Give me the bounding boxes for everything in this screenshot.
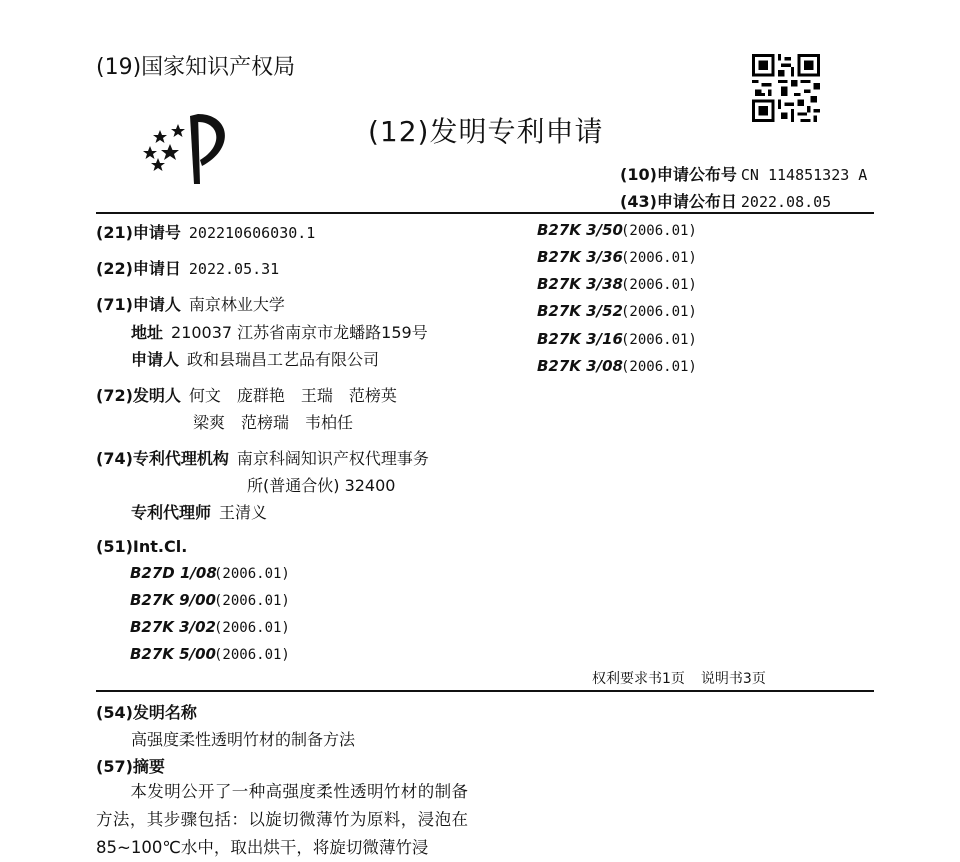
publication-date-label: (43)申请公布日: [620, 192, 737, 211]
claims-page-count: 权利要求书1页: [592, 671, 685, 687]
intcl-code: B27K 3/52: [537, 302, 623, 320]
intcl-item: [130, 618, 290, 636]
inventors-row: [96, 383, 397, 406]
intcl-version: (2006.01): [214, 620, 290, 636]
abstract-text-block: [96, 778, 468, 862]
applicant-label: (71)申请人: [96, 295, 181, 314]
agent-label: 专利代理师: [131, 503, 212, 522]
intcl-item: [537, 275, 697, 293]
application-date: 2022.05.31: [188, 260, 280, 278]
intcl-item: [537, 357, 697, 375]
address-row: [131, 320, 428, 343]
inventors-line-1: 何文 庞群艳 王瑞 范榜英: [188, 386, 397, 405]
invention-title-label-text: (54)发明名称: [96, 703, 197, 722]
intcl-code: B27K 9/00: [130, 591, 216, 609]
application-number-row: [96, 220, 315, 243]
application-number-label: (21)申请号: [96, 223, 181, 242]
page-counts: [592, 668, 766, 688]
intcl-code: B27D 1/08: [130, 564, 217, 582]
agency-line-1: 南京科阔知识产权代理事务: [236, 449, 429, 468]
invention-title-label: [96, 700, 197, 723]
publication-date-line: [620, 189, 831, 212]
section-divider: [96, 690, 874, 692]
intcl-version: (2006.01): [621, 223, 697, 239]
intcl-version: (2006.01): [621, 304, 697, 320]
application-date-row: [96, 256, 279, 279]
description-page-count: 说明书3页: [700, 671, 766, 687]
intcl-code: B27K 5/00: [130, 645, 216, 663]
intcl-label-text: (51)Int.Cl.: [96, 537, 188, 556]
agency-label: (74)专利代理机构: [96, 449, 229, 468]
intcl-item: [130, 645, 290, 663]
publication-number-line: [620, 162, 867, 185]
intcl-version: (2006.01): [214, 647, 290, 663]
inventors-line-2: 梁爽 范榜瑞 韦柏任: [193, 413, 354, 432]
publication-number-label: (10)申请公布号: [620, 165, 737, 184]
intcl-version: (2006.01): [621, 250, 697, 266]
agency-line-2: 所(普通合伙) 32400: [247, 476, 396, 495]
intcl-code: B27K 3/16: [537, 330, 623, 348]
intcl-version: (2006.01): [214, 593, 290, 609]
intcl-item: [537, 248, 697, 266]
applicant2-label: 申请人: [131, 350, 180, 369]
intcl-code: B27K 3/02: [130, 618, 216, 636]
intcl-code: B27K 3/36: [537, 248, 623, 266]
intcl-version: (2006.01): [621, 332, 697, 348]
intcl-item: [130, 564, 290, 582]
address-value: 210037 江苏省南京市龙蟠路159号: [171, 323, 428, 342]
intcl-code: B27K 3/38: [537, 275, 623, 293]
qr-code: [752, 54, 820, 122]
intcl-label: [96, 537, 187, 556]
applicant2-row: [131, 347, 379, 370]
intcl-code: B27K 3/08: [537, 357, 623, 375]
applicant-row: [96, 292, 285, 315]
cnipa-logo: [140, 108, 240, 190]
applicant-name: 南京林业大学: [188, 295, 285, 314]
application-number: 202210606030.1: [188, 224, 316, 242]
publication-number: CN 114851323 A: [740, 166, 868, 184]
agent-name: 王清义: [219, 503, 268, 522]
intcl-version: (2006.01): [621, 277, 697, 293]
intcl-code: B27K 3/50: [537, 221, 623, 239]
agent-row: [131, 500, 267, 523]
abstract-label-text: (57)摘要: [96, 757, 165, 776]
intcl-item: [537, 302, 697, 320]
publication-date: 2022.08.05: [740, 193, 832, 211]
address-label: 地址: [131, 323, 164, 342]
intcl-item: [537, 330, 697, 348]
header-divider: [96, 212, 874, 214]
abstract-text: 本发明公开了一种高强度柔性透明竹材的制备方法，其步骤包括：以旋切微薄竹为原料，浸泡在85~100℃水中，取出烘干，将旋切微薄竹浸: [96, 782, 468, 857]
document-type-title: (12)发明专利申请: [368, 115, 604, 148]
invention-title: 高强度柔性透明竹材的制备方法: [131, 730, 356, 749]
abstract-label: [96, 754, 165, 777]
intcl-item: [130, 591, 290, 609]
intcl-version: (2006.01): [214, 566, 290, 582]
intcl-item: [537, 221, 697, 239]
office-name: (19)国家知识产权局: [96, 55, 296, 80]
inventors-label: (72)发明人: [96, 386, 181, 405]
agency-row: [96, 446, 429, 469]
intcl-version: (2006.01): [621, 359, 697, 375]
applicant2-name: 政和县瑞昌工艺品有限公司: [187, 350, 380, 369]
application-date-label: (22)申请日: [96, 259, 181, 278]
